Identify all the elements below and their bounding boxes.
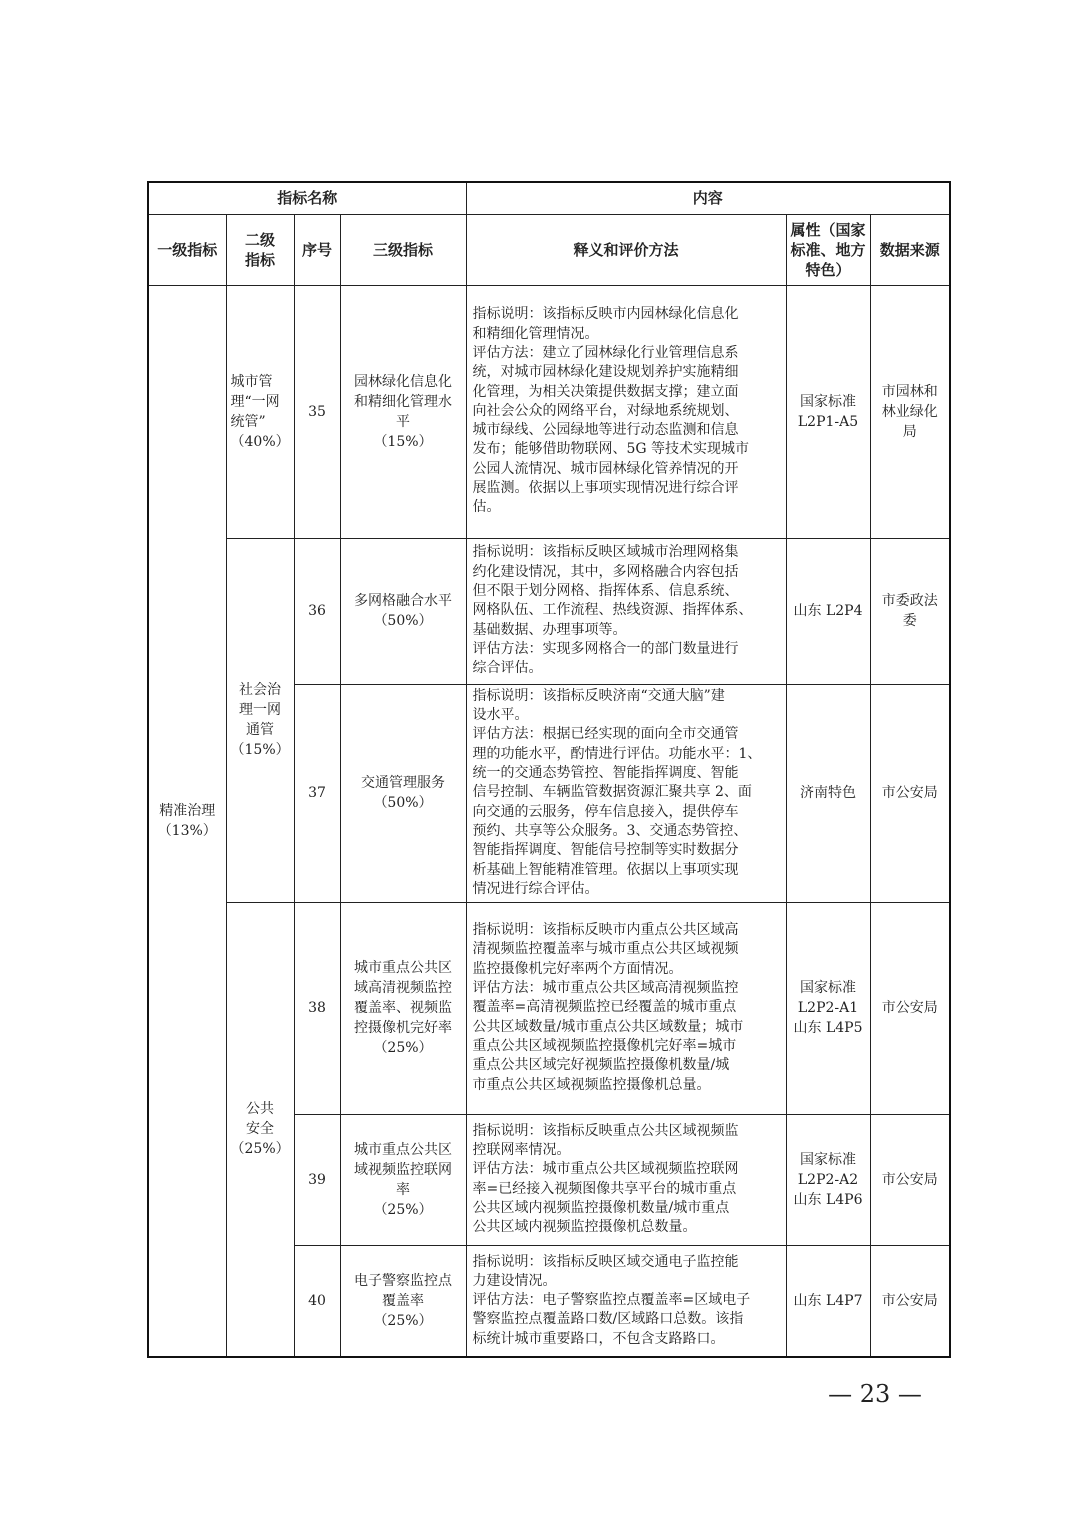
seq-cell: 40 — [294, 1245, 340, 1357]
header-level2: 二级 指标 — [226, 214, 294, 285]
seq-cell: 39 — [294, 1114, 340, 1245]
source-cell: 市公安局 — [870, 1245, 950, 1357]
level3-cell — [340, 684, 466, 902]
attribute-cell: 国家标准 L2P1-A5 — [786, 285, 870, 538]
seq-cell: 35 — [294, 285, 340, 538]
description-cell: 指标说明：该指标反映重点公共区域视频监 控联网率情况。 评估方法：城市重点公共区域视频监控联网 率=已经接入视频图像共享平台的城市重点 公共区域内视频监控摄像机数量/城市重点 公共区域内视频监控摄像机总数量。 — [466, 1114, 786, 1245]
level3-name: 城市重点公共区 域高清视频监控 覆盖率、视频监 控摄像机完好率 — [354, 960, 452, 1036]
level2-name: 社会治 理一网 通管 — [239, 682, 281, 738]
level1-cell — [148, 285, 226, 1357]
level3-cell — [340, 538, 466, 684]
level2-weight: （15%） — [230, 742, 290, 758]
level2-name: 公共 安全 — [246, 1101, 274, 1138]
attribute-cell: 山东 L2P4 — [786, 538, 870, 684]
level3-weight: （25%） — [373, 1312, 433, 1329]
source-cell: 市公安局 — [870, 684, 950, 902]
level3-weight: （50%） — [373, 795, 433, 811]
description-cell: 指标说明：该指标反映济南“交通大脑”建 设水平。 评估方法：根据已经实现的面向全市交通管 理的功能水平，酌情进行评估。功能水平：1、 统一的交通态势管控、智能指挥调度、智能 信号控制、车辆监管数据资源汇聚共享 2、面 向交通的云服务，停车信息接入，提供停车 预约、共享等公众服务。3、交通态势管控、 智能指挥调度、智能信号控制等实时数据分 析基础上智能精准管理。依据以上事项实现 情况进行综合评估。 — [466, 684, 786, 902]
source-cell: 市公安局 — [870, 1114, 950, 1245]
header-content: 内容 — [466, 182, 950, 214]
level3-weight: （25%） — [373, 1201, 433, 1218]
level3-cell — [340, 1245, 466, 1357]
seq-cell: 37 — [294, 684, 340, 902]
table-row — [148, 902, 950, 1114]
level3-name: 电子警察监控点 覆盖率 — [354, 1272, 452, 1309]
level1-weight: （13%） — [157, 822, 217, 839]
seq-cell: 38 — [294, 902, 340, 1114]
level3-cell — [340, 1114, 466, 1245]
attribute-cell: 国家标准 L2P2-A2 山东 L4P6 — [786, 1114, 870, 1245]
level3-name: 城市重点公共区 域视频监控联网 率 — [354, 1141, 452, 1198]
level2-cell — [226, 902, 294, 1357]
level3-weight: （25%） — [373, 1040, 433, 1056]
level2-weight: （25%） — [230, 1141, 290, 1158]
page-number: — 23 — — [828, 1380, 922, 1408]
level3-cell — [340, 285, 466, 538]
header-method: 释义和评价方法 — [466, 214, 786, 285]
level2-weight: （40%） — [230, 433, 290, 450]
header-indicator-name: 指标名称 — [148, 182, 466, 214]
header-source: 数据来源 — [870, 214, 950, 285]
level2-cell — [226, 285, 294, 538]
source-cell: 市委政法 委 — [870, 538, 950, 684]
header-attribute: 属性（国家 标准、地方 特色） — [786, 214, 870, 285]
indicator-table — [147, 181, 951, 1358]
level3-name: 园林绿化信息化 和精细化管理水 平 — [354, 373, 452, 430]
attribute-cell: 济南特色 — [786, 684, 870, 902]
seq-cell: 36 — [294, 538, 340, 684]
description-cell: 指标说明：该指标反映区域交通电子监控能 力建设情况。 评估方法：电子警察监控点覆盖率=区域电子 警察监控点覆盖路口数/区域路口总数。该指 标统计城市重要路口，不包含支路路口。 — [466, 1245, 786, 1357]
level3-name: 多网格融合水平 — [354, 593, 452, 609]
source-cell: 市园林和 林业绿化 局 — [870, 285, 950, 538]
header-level3: 三级指标 — [340, 214, 466, 285]
attribute-cell: 山东 L4P7 — [786, 1245, 870, 1357]
level2-cell — [226, 538, 294, 902]
level3-weight: （50%） — [373, 613, 433, 629]
attribute-cell: 国家标准 L2P2-A1 山东 L4P5 — [786, 902, 870, 1114]
header-seq: 序号 — [294, 214, 340, 285]
header-level1: 一级指标 — [148, 214, 226, 285]
level3-weight: （15%） — [373, 433, 433, 450]
description-cell: 指标说明：该指标反映市内重点公共区域高 清视频监控覆盖率与城市重点公共区域视频 监控摄像机完好率两个方面情况。 评估方法：城市重点公共区域高清视频监控 覆盖率=高清视频监控已经覆盖的城市重点 公共区域数量/城市重点公共区域数量；城市 重点公共区域视频监控摄像机完好率=城市 重点公共区域完好视频监控摄像机数量/城 市重点公共区域视频监控摄像机总量。 — [466, 902, 786, 1114]
table-row — [148, 538, 950, 684]
level3-cell — [340, 902, 466, 1114]
source-cell: 市公安局 — [870, 902, 950, 1114]
level3-name: 交通管理服务 — [361, 775, 445, 791]
table-row — [148, 285, 950, 538]
level2-name: 城市管 理“一网 统管” — [230, 373, 280, 430]
level1-name: 精准治理 — [159, 802, 216, 819]
description-cell: 指标说明：该指标反映市内园林绿化信息化 和精细化管理情况。 评估方法：建立了园林绿化行业管理信息系 统，对城市园林绿化建设规划养护实施精细 化管理，为相关决策提供数据支撑；建立面 向社会公众的网络平台，对绿地系统规划、 城市绿线、公园绿地等进行动态监测和信息 发布；能够借助物联网、5G 等技术实现城市 公园人流情况、城市园林绿化管养情况的开 展监测。依据以上事项实现情况进行综合评 估。 — [466, 285, 786, 538]
description-cell: 指标说明：该指标反映区域城市治理网格集 约化建设情况，其中，多网格融合内容包括 但不限于划分网格、指挥体系、信息系统、 网格队伍、工作流程、热线资源、指挥体系、 基础数据、办理事项等。 评估方法：实现多网格合一的部门数量进行 综合评估。 — [466, 538, 786, 684]
